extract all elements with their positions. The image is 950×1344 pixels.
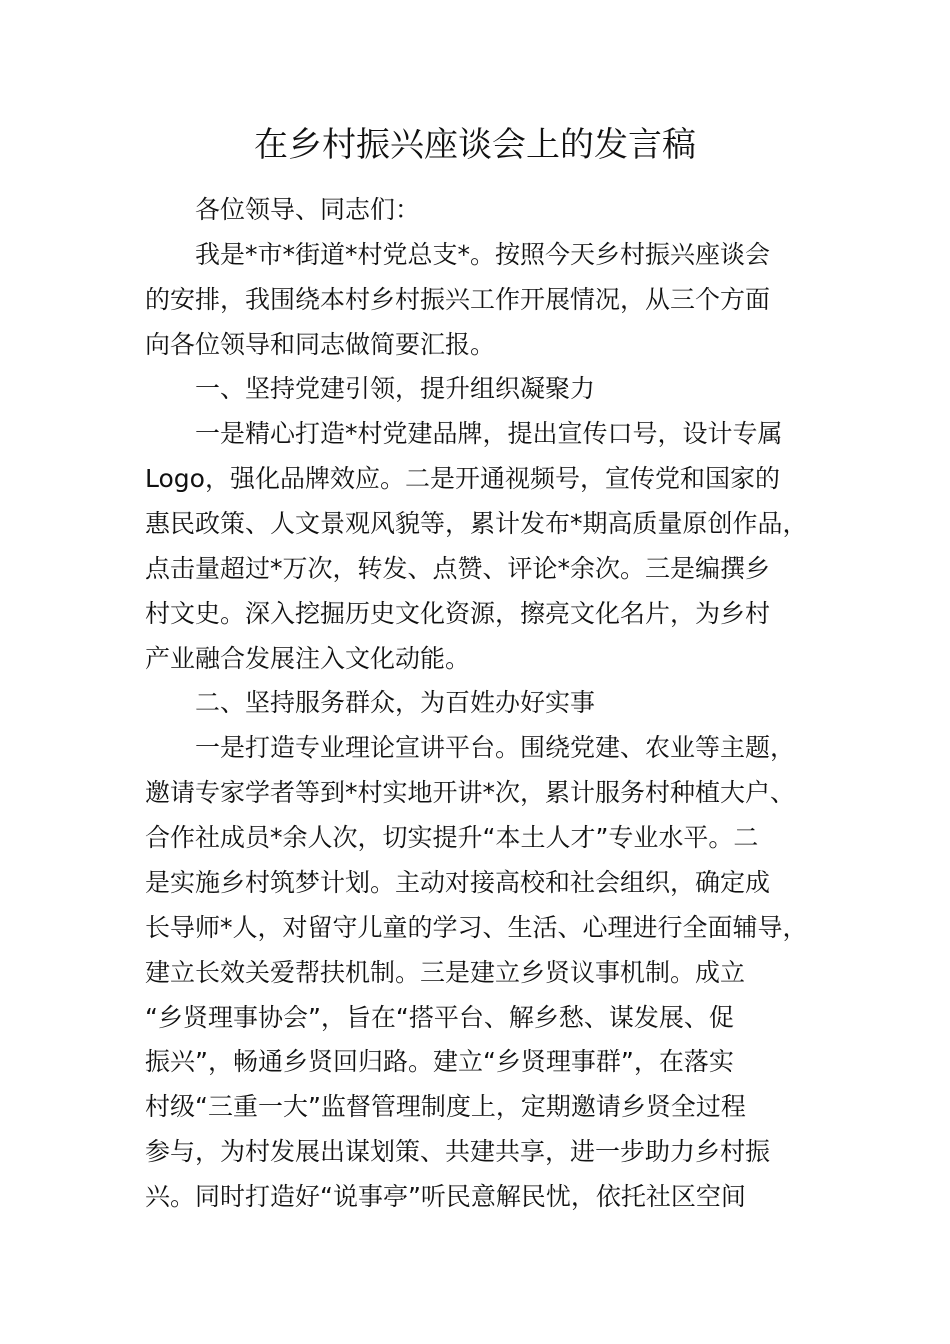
- document-title: 在乡村振兴座谈会上的发言稿: [254, 125, 696, 165]
- body-line: 振兴”，畅通乡贤回归路。建立“乡贤理事群”，在落实: [145, 1047, 734, 1076]
- body-line: 长导师*人，对留守儿童的学习、生活、心理进行全面辅导，: [145, 913, 808, 942]
- body-line: 邀请专家学者等到*村实地开讲*次，累计服务村种植大户、: [145, 778, 796, 807]
- body-line: 合作社成员*余人次，切实提升“本土人才”专业水平。二: [145, 823, 759, 852]
- salutation-line: 各位领导、同志们：: [195, 195, 421, 224]
- body-line: 参与，为村发展出谋划策、共建共享，进一步助力乡村振: [145, 1137, 771, 1166]
- section-heading-1: 一、坚持党建引领，提升组织凝聚力: [195, 374, 596, 403]
- body-line: “乡贤理事协会”，旨在“搭平台、解乡愁、谋发展、促: [145, 1003, 734, 1032]
- body-line: 惠民政策、人文景观风貌等，累计发布*期高质量原创作品，: [145, 509, 808, 538]
- body-line: 一是精心打造*村党建品牌，提出宣传口号，设计专属: [195, 419, 783, 448]
- body-line: 村文史。深入挖掘历史文化资源，擦亮文化名片，为乡村: [145, 599, 771, 628]
- body-line: 点击量超过*万次，转发、点赞、评论*余次。三是编撰乡: [145, 554, 771, 583]
- body-line: 是实施乡村筑梦计划。主动对接高校和社会组织，确定成: [145, 868, 771, 897]
- body-line: 向各位领导和同志做简要汇报。: [145, 330, 496, 359]
- body-line: 建立长效关爱帮扶机制。三是建立乡贤议事机制。成立: [145, 958, 746, 987]
- body-line: Logo，强化品牌效应。二是开通视频号，宣传党和国家的: [145, 464, 780, 493]
- body-line: 我是*市*街道*村党总支*。按照今天乡村振兴座谈会: [195, 240, 771, 269]
- body-line: 兴。同时打造好“说事亭”听民意解民忧，依托社区空间: [145, 1182, 746, 1211]
- body-line: 产业融合发展注入文化动能。: [145, 644, 471, 673]
- body-line: 村级“三重一大”监督管理制度上，定期邀请乡贤全过程: [145, 1092, 746, 1121]
- body-line: 一是打造专业理论宣讲平台。围绕党建、农业等主题，: [195, 733, 796, 762]
- body-line: 的安排，我围绕本村乡村振兴工作开展情况，从三个方面: [145, 285, 771, 314]
- section-heading-2: 二、坚持服务群众，为百姓办好实事: [195, 688, 596, 717]
